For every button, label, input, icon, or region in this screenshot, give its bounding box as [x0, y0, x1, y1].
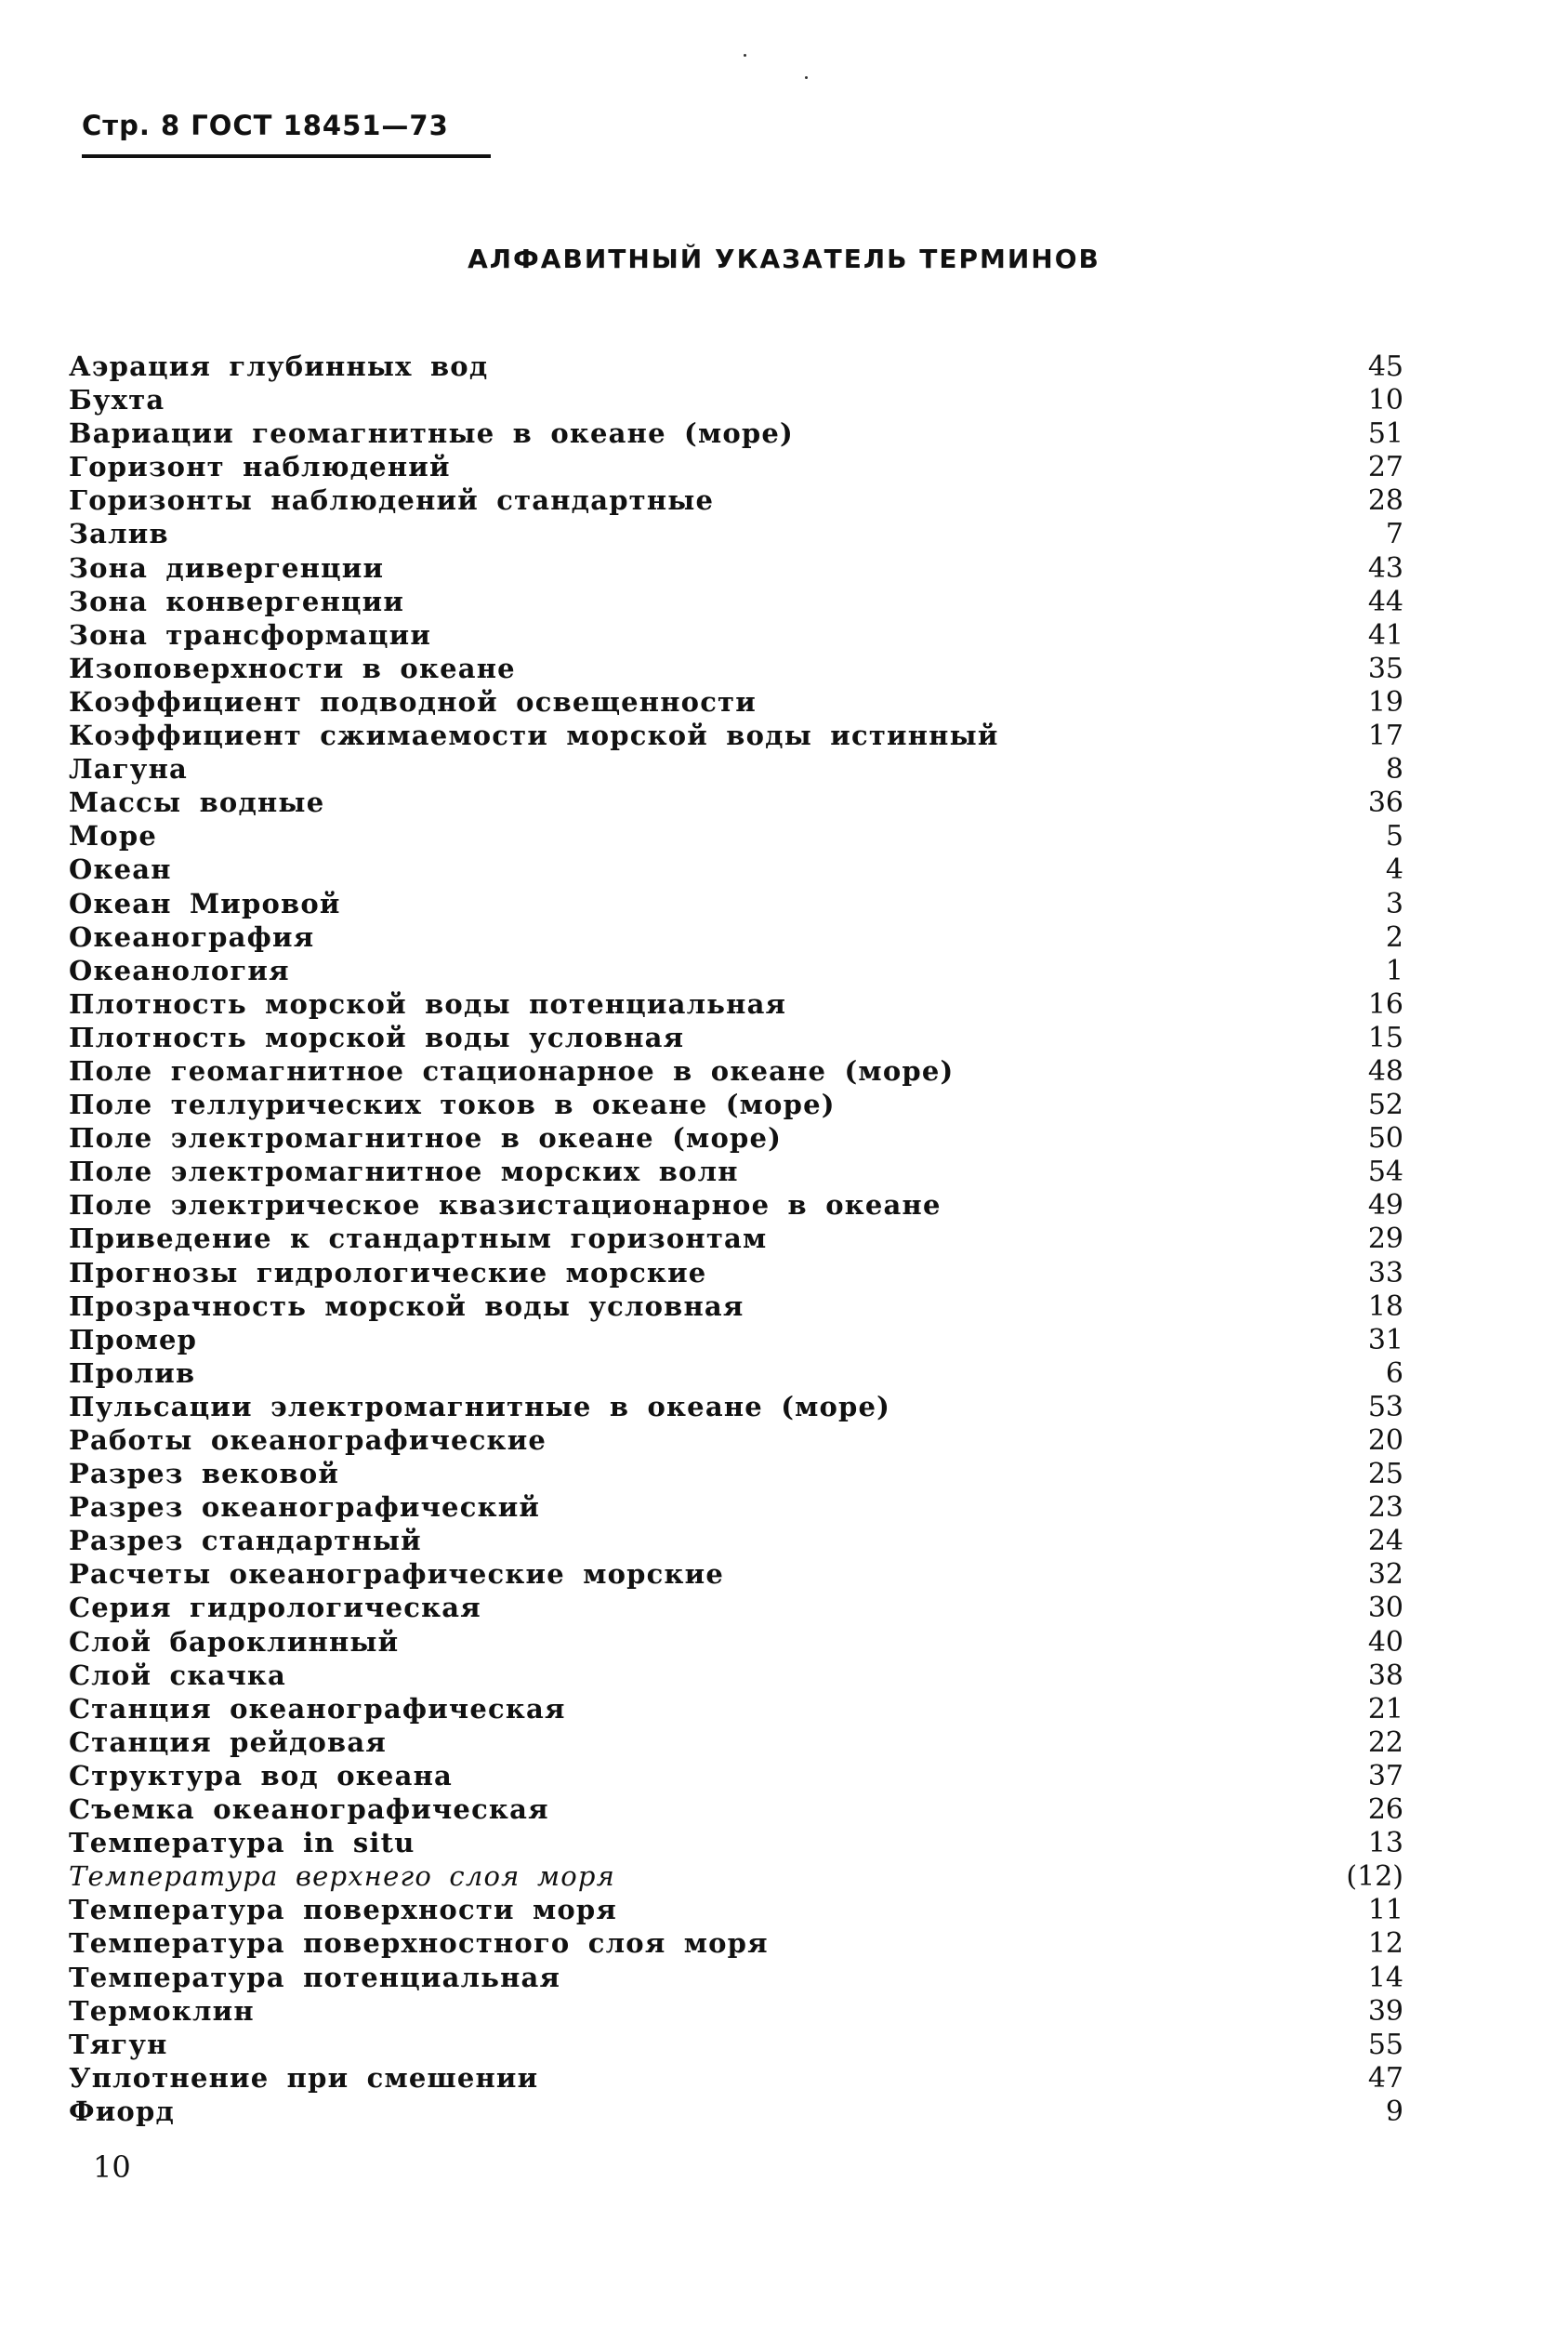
index-entry [69, 1457, 1403, 1490]
index-term-number: 22 [1367, 1725, 1403, 1759]
index-term: Температура верхнего слоя моря [69, 1860, 616, 1893]
page-title: АЛФАВИТНЫЙ УКАЗАТЕЛЬ ТЕРМИНОВ [468, 244, 1100, 274]
index-entry [69, 853, 1403, 886]
index-term: Уплотнение при смешении [69, 2061, 539, 2094]
index-term: Работы океанографические [69, 1424, 547, 1456]
index-entry [69, 1256, 1403, 1289]
index-term-number: 7 [1385, 518, 1403, 551]
index-term-number: 55 [1367, 2028, 1403, 2061]
index-entry [69, 1859, 1403, 1893]
index-term-number: 53 [1367, 1390, 1403, 1423]
index-term-number: 32 [1367, 1558, 1403, 1592]
index-term-number: 17 [1367, 720, 1403, 753]
index-term-number: 24 [1367, 1525, 1403, 1558]
index-term: Массы водные [69, 787, 325, 819]
index-term-number: 12 [1367, 1927, 1403, 1961]
index-term: Фиорд [69, 2095, 175, 2127]
index-term: Поле геомагнитное стационарное в океане (море) [69, 1054, 955, 1087]
index-term-number: 13 [1367, 1827, 1403, 1860]
index-term-number: 29 [1367, 1223, 1403, 1256]
term-index-list [69, 350, 1403, 2128]
index-term: Изоповерхности в океане [69, 652, 516, 684]
index-term-number: 18 [1367, 1289, 1403, 1323]
index-term: Поле теллурических токов в океане (море) [69, 1089, 836, 1121]
index-entry [69, 1625, 1403, 1659]
running-head: Стр. 8 ГОСТ 18451—73 [82, 110, 491, 158]
index-entry [69, 719, 1403, 752]
index-term: Горизонты наблюдений стандартные [69, 484, 715, 517]
index-term-number: 27 [1367, 451, 1403, 484]
index-term-number: 39 [1367, 1994, 1403, 2028]
index-entry [69, 1289, 1403, 1323]
index-term-number: 41 [1367, 618, 1403, 652]
index-term: Океанология [69, 954, 290, 986]
index-term: Температура поверхности моря [69, 1894, 618, 1926]
index-entry [69, 1994, 1403, 2028]
index-entry [69, 618, 1403, 652]
index-term-number: 51 [1367, 417, 1403, 451]
index-term: Поле электрическое квазистационарное в океане [69, 1189, 942, 1222]
index-entry [69, 1893, 1403, 1926]
index-entry [69, 1021, 1403, 1054]
index-entry [69, 786, 1403, 819]
index-entry [69, 752, 1403, 786]
index-term: Залив [69, 518, 169, 550]
index-term: Промер [69, 1323, 198, 1355]
index-entry [69, 1490, 1403, 1524]
index-entry [69, 1692, 1403, 1725]
index-term: Съемка океанографическая [69, 1793, 549, 1826]
index-entry [69, 1725, 1403, 1759]
index-entry [69, 1423, 1403, 1457]
index-term-number: 3 [1385, 887, 1403, 920]
index-term-number: 21 [1367, 1692, 1403, 1725]
index-entry [69, 920, 1403, 954]
page-number: 10 [93, 2149, 131, 2185]
index-entry [69, 517, 1403, 550]
index-entry [69, 2095, 1403, 2128]
index-term-number: 40 [1367, 1625, 1403, 1659]
index-term-number: 8 [1385, 753, 1403, 787]
index-entry [69, 1759, 1403, 1792]
index-entry [69, 483, 1403, 517]
index-term: Море [69, 820, 157, 853]
index-term: Приведение к стандартным горизонтам [69, 1223, 768, 1255]
index-term-number: 44 [1367, 585, 1403, 618]
index-term-number: 50 [1367, 1122, 1403, 1156]
index-entry [69, 1054, 1403, 1088]
index-entry [69, 1390, 1403, 1423]
index-term: Пролив [69, 1356, 196, 1389]
index-term: Плотность морской воды потенциальная [69, 987, 787, 1020]
index-term-number: 38 [1367, 1659, 1403, 1692]
index-term-number: 23 [1367, 1491, 1403, 1525]
index-term-number: 25 [1367, 1458, 1403, 1491]
index-entry [69, 1792, 1403, 1826]
index-term-number: 49 [1367, 1189, 1403, 1223]
index-entry [69, 551, 1403, 585]
index-term-number: 36 [1367, 787, 1403, 820]
index-term-number: 2 [1385, 920, 1403, 954]
index-term-number: 43 [1367, 551, 1403, 585]
index-entry [69, 1222, 1403, 1255]
index-term-number: 37 [1367, 1759, 1403, 1792]
index-term: Бухта [69, 384, 165, 416]
index-entry [69, 1659, 1403, 1692]
index-term-number: 20 [1367, 1424, 1403, 1457]
index-entry [69, 1121, 1403, 1155]
index-entry [69, 1826, 1403, 1859]
index-entry [69, 2028, 1403, 2061]
index-term-number: 15 [1367, 1021, 1403, 1054]
index-term: Океан Мировой [69, 887, 341, 919]
index-term: Станция рейдовая [69, 1725, 387, 1758]
index-entry [69, 1524, 1403, 1557]
index-term-number: 33 [1367, 1256, 1403, 1289]
index-term: Вариации геомагнитные в океане (море) [69, 417, 794, 450]
index-entry [69, 1323, 1403, 1356]
index-term-number: 45 [1367, 350, 1403, 383]
index-term: Слой скачка [69, 1659, 287, 1691]
index-term-number: 28 [1367, 484, 1403, 518]
index-entry [69, 1356, 1403, 1390]
index-term: Океанография [69, 920, 315, 953]
index-entry [69, 652, 1403, 685]
index-term: Коэффициент сжимаемости морской воды истинный [69, 720, 999, 752]
index-term: Серия гидрологическая [69, 1592, 481, 1624]
index-term: Температура in situ [69, 1827, 415, 1859]
index-term-number: 4 [1385, 853, 1403, 887]
index-term: Температура потенциальная [69, 1961, 561, 1993]
index-term: Разрез стандартный [69, 1525, 422, 1557]
index-term: Термоклин [69, 1994, 255, 2027]
index-entry [69, 1926, 1403, 1960]
index-entry [69, 1557, 1403, 1591]
index-term: Зона конвергенции [69, 585, 405, 617]
index-term-number: 54 [1367, 1156, 1403, 1189]
index-term-number: 47 [1367, 2061, 1403, 2095]
index-term-number: 1 [1385, 954, 1403, 987]
index-term: Температура поверхностного слоя моря [69, 1927, 769, 1960]
index-entry [69, 383, 1403, 416]
index-term-number: 30 [1367, 1592, 1403, 1625]
index-term: Расчеты океанографические морские [69, 1558, 724, 1591]
index-term: Коэффициент подводной освещенности [69, 685, 757, 718]
index-entry [69, 1188, 1403, 1222]
index-entry [69, 450, 1403, 483]
index-term: Структура вод океана [69, 1759, 453, 1792]
index-term: Слой бароклинный [69, 1625, 400, 1658]
index-term: Плотность морской воды условная [69, 1021, 685, 1053]
index-term: Океан [69, 853, 172, 886]
index-term: Зона трансформации [69, 618, 432, 651]
index-entry [69, 350, 1403, 383]
index-entry [69, 954, 1403, 987]
index-term: Поле электромагнитное в океане (море) [69, 1122, 783, 1155]
index-term-number: 14 [1367, 1961, 1403, 1994]
index-term: Аэрация глубинных вод [69, 350, 489, 382]
index-entry [69, 585, 1403, 618]
index-term-number: 10 [1367, 384, 1403, 417]
index-term-number: 35 [1367, 652, 1403, 685]
index-term-number: 26 [1367, 1793, 1403, 1827]
index-entry [69, 1591, 1403, 1624]
index-term-number: 48 [1367, 1054, 1403, 1088]
index-term: Зона дивергенции [69, 551, 385, 584]
index-term: Поле электромагнитное морских волн [69, 1156, 739, 1188]
scan-speck [805, 76, 808, 79]
index-term-number: 19 [1367, 685, 1403, 719]
index-entry [69, 1088, 1403, 1121]
index-term: Тягун [69, 2028, 168, 2060]
index-term-number: 31 [1367, 1323, 1403, 1356]
index-term: Прозрачность морской воды условная [69, 1289, 744, 1322]
index-term: Разрез океанографический [69, 1491, 541, 1524]
index-term-number: 6 [1385, 1356, 1403, 1390]
index-entry [69, 2061, 1403, 2095]
scan-speck [744, 54, 746, 57]
index-term-number: 52 [1367, 1089, 1403, 1122]
index-term-number: 16 [1367, 987, 1403, 1021]
index-term: Лагуна [69, 753, 188, 786]
index-entry [69, 685, 1403, 719]
index-term-number: 5 [1385, 820, 1403, 853]
index-term: Пульсации электромагнитные в океане (море) [69, 1390, 891, 1422]
index-entry [69, 819, 1403, 853]
index-term: Разрез вековой [69, 1458, 340, 1490]
index-entry [69, 987, 1403, 1021]
index-term: Станция океанографическая [69, 1692, 566, 1725]
index-entry [69, 1961, 1403, 1994]
index-term-number: 11 [1367, 1894, 1403, 1927]
index-term: Горизонт наблюдений [69, 451, 451, 483]
index-term-number: (12) [1346, 1860, 1403, 1894]
index-term-number: 9 [1385, 2095, 1403, 2128]
index-entry [69, 1155, 1403, 1188]
index-entry [69, 416, 1403, 450]
index-entry [69, 887, 1403, 920]
index-term: Прогнозы гидрологические морские [69, 1256, 707, 1289]
